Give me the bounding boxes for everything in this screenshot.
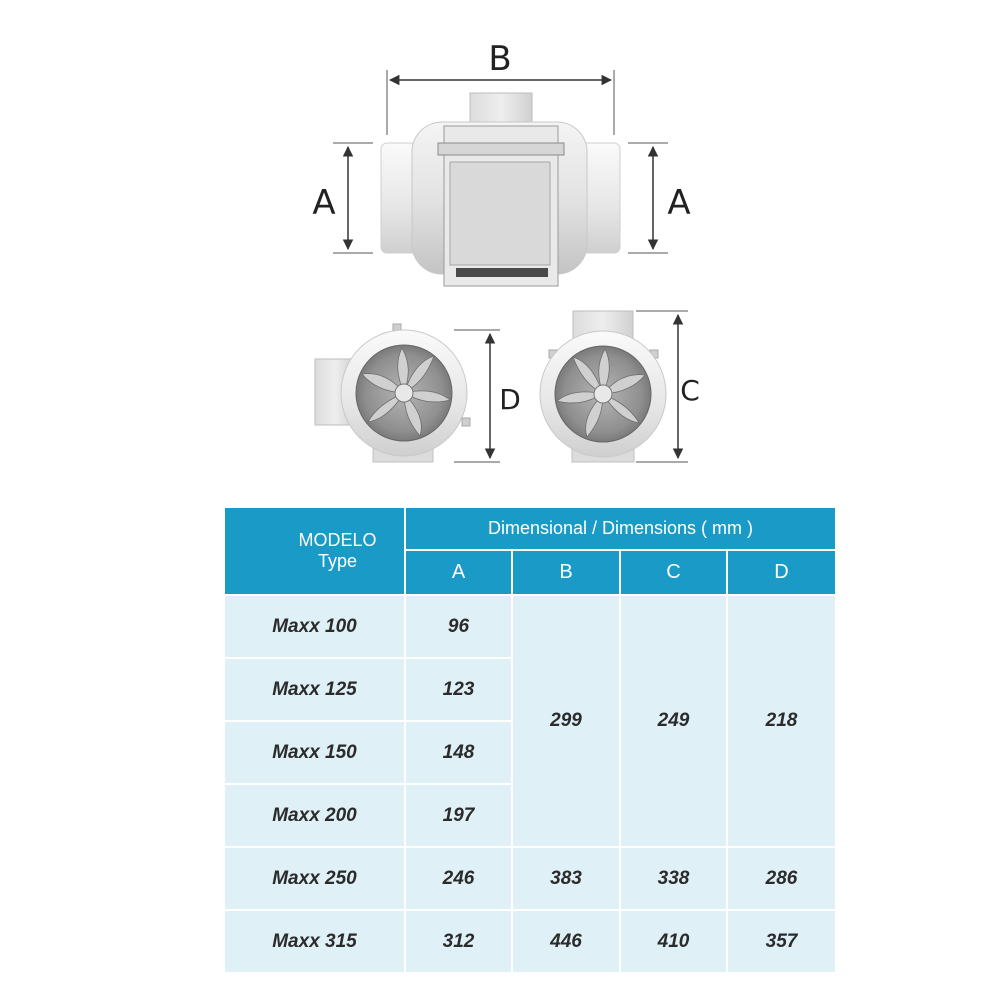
value-c-shared: 249 [620, 595, 727, 847]
model-cell: Maxx 315 [225, 910, 405, 973]
front-view-right [540, 311, 666, 462]
dimension-a-left [312, 143, 373, 253]
dimensions-header: Dimensional / Dimensions ( mm ) [405, 508, 835, 550]
value-b-shared: 299 [512, 595, 620, 847]
front-left-hub [395, 384, 413, 402]
column-header-c: C [620, 550, 727, 595]
value-d: 357 [727, 910, 835, 973]
model-header [225, 508, 405, 595]
value-a: 148 [405, 721, 512, 784]
dimensions-table [225, 508, 835, 974]
column-header-b: B [512, 550, 620, 595]
side-view-bracket-top [438, 143, 564, 155]
column-header-a: A [405, 550, 512, 595]
front-view-left [315, 324, 470, 462]
value-d: 286 [727, 847, 835, 910]
side-view [381, 93, 620, 286]
value-a: 96 [405, 595, 512, 658]
value-c: 410 [620, 910, 727, 973]
model-cell: Maxx 125 [225, 658, 405, 721]
model-header-line2: Type [317, 551, 358, 571]
value-a: 197 [405, 784, 512, 847]
model-header-line1: MODELO [298, 530, 377, 550]
front-left-tab-side [462, 418, 470, 426]
model-cell: Maxx 200 [225, 784, 405, 847]
model-cell: Maxx 250 [225, 847, 405, 910]
value-d-shared: 218 [727, 595, 835, 847]
value-a: 123 [405, 658, 512, 721]
table-row [225, 847, 835, 910]
model-cell: Maxx 100 [225, 595, 405, 658]
value-b: 446 [512, 910, 620, 973]
value-b: 383 [512, 847, 620, 910]
value-c: 338 [620, 847, 727, 910]
side-view-panel [450, 162, 550, 265]
side-view-base-slot [456, 268, 548, 277]
label-b: B [488, 39, 512, 79]
table-row [225, 595, 835, 658]
table-row [225, 910, 835, 973]
label-a-left: A [312, 183, 336, 223]
front-right-hub [594, 385, 612, 403]
label-d: D [499, 383, 521, 416]
dimension-a-right [628, 143, 691, 253]
column-header-d: D [727, 550, 835, 595]
label-c: C [680, 374, 700, 407]
value-a: 312 [405, 910, 512, 973]
label-a-right: A [667, 183, 691, 223]
value-a: 246 [405, 847, 512, 910]
model-cell: Maxx 150 [225, 721, 405, 784]
